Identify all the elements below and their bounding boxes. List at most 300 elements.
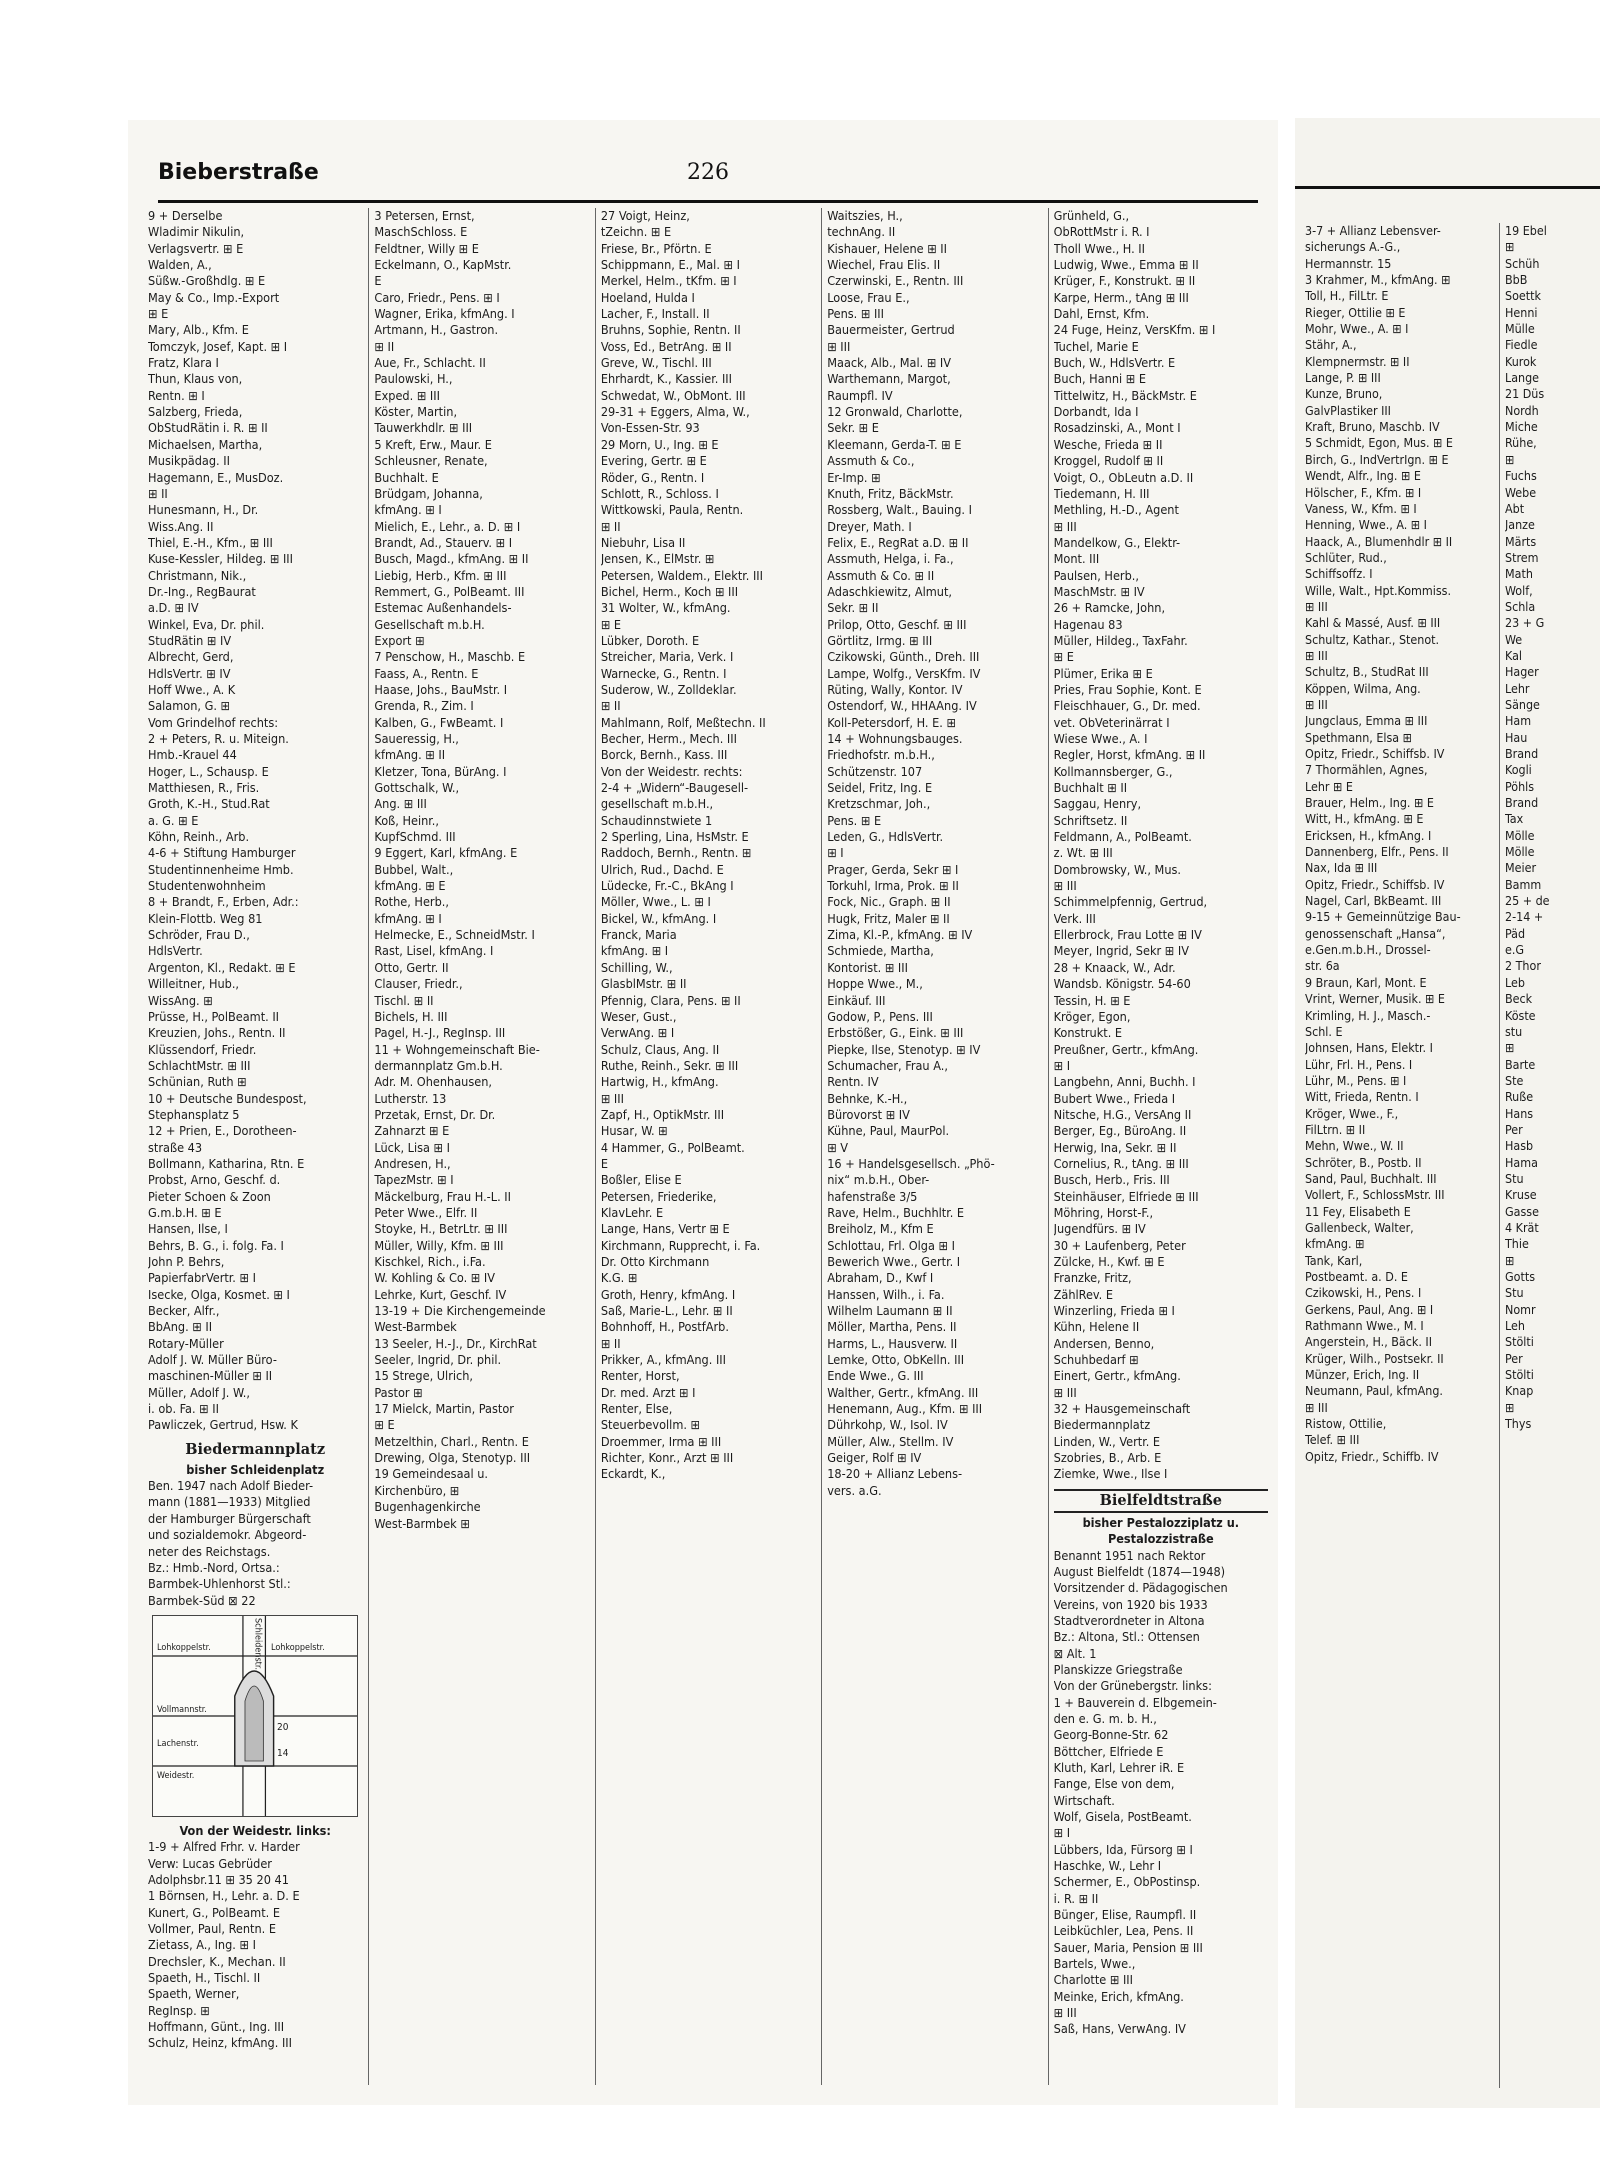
entry-line: 17 Mielck, Martin, Pastor	[374, 1401, 514, 1417]
entry-line: Paulsen, Herb.,	[1053, 567, 1139, 583]
entry-line: Haase, Johs., BauMstr. I	[374, 681, 508, 697]
entry-line: Gottschalk, W.,	[374, 780, 460, 796]
entry-line: Münzer, Erich, Ing. II	[1305, 1367, 1420, 1383]
entry-line: Mont. III	[1053, 551, 1100, 567]
entry-line: Tischl. ⊞ II	[374, 992, 434, 1008]
entry-line: Lemke, Otto, ObKelln. III	[827, 1352, 965, 1368]
entry-line: Boßler, Elise E	[600, 1172, 682, 1188]
entry-line: Kretzschmar, Joh.,	[827, 796, 931, 812]
entry-line: ⊞	[1505, 1399, 1515, 1415]
entry-line: Wesche, Frieda ⊞ II	[1053, 436, 1163, 452]
entry-line: Schützenstr. 107	[827, 763, 923, 779]
entry-line: Busch, Herb., Fris. III	[1053, 1172, 1170, 1188]
entry-line: Saß, Hans, VerwAng. IV	[1053, 2021, 1186, 2037]
column-lines	[1054, 208, 1268, 1483]
entry-line: Matthiesen, R., Fris.	[148, 780, 260, 796]
entry-line: Schleusner, Renate,	[374, 453, 488, 469]
entry-line: 5 Schmidt, Egon, Mus. ⊞ E	[1305, 435, 1453, 451]
entry-line: 16 + Handelsgesellsch. „Phö-	[827, 1155, 995, 1171]
entry-line: Dr.-Ing., RegBaurat	[148, 583, 256, 599]
entry-line: z. Wt. ⊞ III	[1053, 845, 1113, 861]
entry-line: Otto, Gertr. II	[374, 959, 449, 975]
entry-line: Kalben, G., FwBeamt. I	[374, 714, 504, 730]
entry-line: Tank, Karl,	[1305, 1252, 1363, 1268]
entry-line: Brüdgam, Johanna,	[374, 485, 483, 501]
entry-line: nix“ m.b.H., Ober-	[827, 1172, 930, 1188]
entry-line: Klein-Flottb. Weg 81	[148, 910, 263, 926]
entry-line: Walden, A.,	[148, 257, 212, 273]
entry-line: Spaeth, Werner,	[148, 1986, 240, 2002]
entry-line: KlavLehr. E	[600, 1204, 664, 1220]
entry-line: Hunesmann, H., Dr.	[148, 502, 259, 518]
entry-line: Becker, Alfr.,	[148, 1303, 220, 1319]
entry-line: Voss, Ed., BetrAng. ⊞ II	[600, 338, 732, 354]
entry-line: Drechsler, K., Mechan. II	[148, 1953, 286, 1969]
entry-line: 27 Voigt, Heinz,	[600, 208, 690, 223]
entry-line: Ende Wwe., G. III	[827, 1368, 924, 1384]
entry-line: Bugenhagenkirche	[374, 1499, 481, 1515]
entry-line: 1 Börnsen, H., Lehr. a. D. E	[148, 1888, 300, 1904]
entry-line: Leh	[1505, 1318, 1525, 1334]
entry-line: Pagel, H.-J., RegInsp. III	[374, 1025, 506, 1041]
entry-line: 29-31 + Eggers, Alma, W.,	[600, 404, 750, 420]
map-label-schleidenstr: Schleidenstr.	[252, 1617, 263, 1670]
entry-line: Mary, Alb., Kfm. E	[148, 322, 249, 338]
entry-line: Ehrhardt, K., Kassier. III	[600, 371, 732, 387]
entry-line: dermannplatz Gm.b.H.	[374, 1057, 503, 1073]
entry-line: Adolphsbr.11 ⊞ 35 20 41	[148, 1871, 289, 1887]
entry-line: 2 Thor	[1505, 958, 1541, 974]
entry-line: Angerstein, H., Bäck. II	[1305, 1334, 1432, 1350]
entry-line: str. 6a	[1305, 958, 1340, 974]
entry-line: Rieger, Ottilie ⊞ E	[1305, 304, 1406, 320]
entry-line: Köhn, Reinh., Arb.	[148, 829, 250, 845]
entry-line: der Hamburger Bürgerschaft	[148, 1510, 311, 1526]
entry-line: Regler, Horst, kfmAng. ⊞ II	[1053, 747, 1206, 763]
entry-line: Ostendorf, W., HHAAng. IV	[827, 698, 977, 714]
entry-line: PapierfabrVertr. ⊞ I	[148, 1270, 256, 1286]
entry-line: Hoffmann, Günt., Ing. III	[148, 2019, 285, 2034]
entry-line: Kunert, G., PolBeamt. E	[148, 1904, 280, 1920]
entry-line: ⊞ III	[1305, 647, 1328, 663]
entry-line: Ulrich, Rud., Dachd. E	[600, 861, 724, 877]
entry-line: Petersen, Friederike,	[600, 1188, 717, 1204]
entry-line: Schröter, B., Postb. II	[1305, 1154, 1422, 1170]
entry-line: Tuchel, Marie E	[1053, 338, 1139, 354]
entry-line: Grenda, R., Zim. I	[374, 698, 474, 714]
entry-line: technAng. II	[827, 224, 896, 240]
entry-line: gesellschaft m.b.H.,	[600, 796, 714, 812]
entry-line: Toll, H., FilLtr. E	[1305, 288, 1389, 304]
entry-line: Mülle	[1505, 321, 1535, 337]
entry-line: Zahnarzt ⊞ E	[374, 1123, 450, 1139]
entry-line: Remmert, G., PolBeamt. III	[374, 583, 525, 599]
entry-line: Schlott, R., Schloss. I	[600, 485, 719, 501]
entry-line: Bruhns, Sophie, Rentn. II	[600, 322, 741, 338]
entry-line: Witt, H., kfmAng. ⊞ E	[1305, 811, 1424, 827]
entry-line: 18-20 + Allianz Lebens-	[827, 1466, 963, 1482]
biedermannplatz-links-heading: Von der Weidestr. links:	[179, 1822, 331, 1838]
entry-line: Georg-Bonne-Str. 62	[1053, 1727, 1169, 1743]
entry-line: Paulowski, H.,	[374, 371, 453, 387]
entry-line: Behrs, B. G., i. folg. Fa. I	[148, 1237, 284, 1253]
entry-line: Kuse-Kessler, Hildeg. ⊞ III	[148, 551, 293, 567]
entry-line: ⊞ II	[374, 338, 395, 354]
entry-line: Liebig, Herb., Kfm. ⊞ III	[374, 567, 507, 583]
entry-line: Raddoch, Bernh., Rentn. ⊞	[600, 845, 752, 861]
entry-line: Hansen, Ilse, I	[148, 1221, 228, 1237]
entry-line: Seeler, Ingrid, Dr. phil.	[374, 1352, 502, 1368]
map-label-14: 14	[277, 1747, 289, 1759]
entry-line: Voigt, O., ObLeutn a.D. II	[1053, 469, 1194, 485]
entry-line: Rathmann Wwe., M. I	[1305, 1318, 1424, 1334]
entry-line: Webe	[1505, 484, 1537, 500]
entry-line: Studentenwohnheim	[148, 878, 266, 894]
entry-line: Kurok	[1505, 353, 1537, 369]
entry-line: 3-7 + Allianz Lebensver-	[1305, 223, 1441, 238]
entry-line: ⊞ III	[1305, 598, 1328, 614]
entry-line: Richter, Konr., Arzt ⊞ III	[600, 1450, 734, 1466]
entry-line: Zapf, H., OptikMstr. III	[600, 1106, 725, 1122]
entry-line: Leibküchler, Lea, Pens. II	[1053, 1923, 1194, 1939]
entry-line: Mandelkow, G., Elektr-	[1053, 534, 1181, 550]
entry-line: Prüsse, H., PolBeamt. II	[148, 1008, 280, 1024]
entry-line: Pawliczek, Gertrud, Hsw. K	[148, 1417, 298, 1433]
entry-line: Nomr	[1505, 1301, 1536, 1317]
entry-line: Wittkowski, Paula, Rentn.	[600, 502, 744, 518]
entry-line: Tiedemann, H. III	[1053, 485, 1150, 501]
entry-line: 1-9 + Alfred Frhr. v. Harder	[148, 1839, 300, 1855]
entry-line: Krüger, Wilh., Postsekr. II	[1305, 1350, 1444, 1366]
entry-line: Brand	[1505, 795, 1539, 811]
entry-line: ZählRev. E	[1053, 1286, 1114, 1302]
entry-line: kfmAng. ⊞ I	[374, 910, 442, 926]
entry-line: Böttcher, Elfriede E	[1053, 1743, 1164, 1759]
entry-line: Harms, L., Hausverw. II	[827, 1335, 958, 1351]
entry-line: Kraft, Bruno, Maschb. IV	[1305, 419, 1440, 435]
entry-line: Henni	[1505, 304, 1538, 320]
entry-line: Schulz, Claus, Ang. II	[600, 1041, 720, 1057]
entry-line: Studentinnenheime Hmb.	[148, 861, 294, 877]
entry-line: Bz.: Hmb.-Nord, Ortsa.:	[148, 1559, 280, 1575]
next-page-partial	[1295, 118, 1600, 2108]
entry-line: Behnke, K.-H.,	[827, 1090, 908, 1106]
entry-line: ⊞ E	[1053, 649, 1074, 665]
entry-line: Görtlitz, Irmg. ⊞ III	[827, 632, 933, 648]
entry-line: Winkel, Eva, Dr. phil.	[148, 616, 265, 632]
entry-line: Godow, P., Pens. III	[827, 1008, 933, 1024]
entry-line: Czerwinski, E., Rentn. III	[827, 273, 964, 289]
entry-line: 26 + Ramcke, John,	[1053, 600, 1166, 616]
entry-line: ⊞ III	[1053, 1384, 1077, 1400]
entry-line: Renter, Horst,	[600, 1368, 680, 1384]
entry-line: Kogli	[1505, 762, 1532, 778]
entry-line: Barte	[1505, 1056, 1536, 1072]
entry-line: Stu	[1505, 1170, 1524, 1186]
entry-line: Tessin, H. ⊞ E	[1053, 992, 1131, 1008]
directory-column-1	[148, 208, 362, 2085]
entry-line: Märts	[1505, 533, 1537, 549]
entry-line: Kühne, Paul, MaurPol.	[827, 1123, 950, 1139]
entry-line: Konstrukt. E	[1053, 1025, 1123, 1041]
entry-line: Saueressig, H.,	[374, 731, 459, 746]
entry-line: Ham	[1505, 713, 1532, 729]
entry-line: Szobries, B., Arb. E	[1053, 1450, 1162, 1466]
entry-line: ⊞ E	[600, 616, 622, 632]
entry-line: Neumann, Paul, kfmAng.	[1305, 1383, 1443, 1399]
entry-line: Assmuth & Co.,	[827, 453, 915, 469]
map-label-weidestr: Weidestr.	[157, 1770, 195, 1781]
entry-line: 7 Thormählen, Agnes,	[1305, 762, 1428, 778]
entry-line: Czikowski, Günth., Dreh. III	[827, 649, 980, 665]
entry-line: i. R. ⊞ II	[1053, 1890, 1099, 1906]
entry-line: Vereins, von 1920 bis 1933	[1053, 1596, 1208, 1612]
entry-line: hafenstraße 3/5	[827, 1188, 918, 1204]
map-label-lohkoppelstr-right: Lohkoppelstr.	[271, 1642, 325, 1653]
entry-line: Von der Weidestr. rechts:	[600, 763, 743, 779]
entry-line: Lehr	[1505, 680, 1530, 696]
entry-line: Gasse	[1505, 1203, 1539, 1219]
entry-line: Postbeamt. a. D. E	[1305, 1269, 1408, 1284]
entry-line: Buchhalt ⊞ II	[1053, 780, 1128, 796]
entry-line: kfmAng. ⊞ I	[600, 943, 669, 959]
entry-line: ⊞	[1505, 1252, 1515, 1268]
entry-line: Warthemann, Margot,	[827, 371, 951, 387]
entry-line: Gallenbeck, Walter,	[1305, 1219, 1414, 1235]
entry-line: Nordh	[1505, 402, 1539, 418]
entry-line: Benannt 1951 nach Rektor	[1053, 1547, 1206, 1563]
entry-line: Vollert, F., SchlossMstr. III	[1305, 1187, 1445, 1203]
entry-line: Waitszies, H.,	[827, 208, 903, 223]
entry-line: Birch, G., IndVertrIgn. ⊞ E	[1305, 451, 1449, 467]
entry-line: Clauser, Friedr.,	[374, 976, 463, 992]
entry-line: Witt, Frieda, Rentn. I	[1305, 1089, 1419, 1105]
entry-line: 12 + Prien, E., Dorotheen-	[148, 1123, 297, 1139]
entry-line: 32 + Hausgemeinschaft	[1053, 1401, 1191, 1417]
entry-line: Winzerling, Frieda ⊞ I	[1053, 1303, 1175, 1319]
entry-line: mann (1881—1933) Mitglied	[148, 1494, 311, 1510]
entry-line: 30 + Laufenberg, Peter	[1053, 1237, 1186, 1253]
entry-line: Fuchs	[1505, 468, 1537, 484]
entry-line: Barmbek-Süd ⊠ 22	[148, 1592, 256, 1608]
entry-line: Brand	[1505, 746, 1539, 761]
entry-line: Wiss.Ang. II	[148, 518, 214, 534]
entry-line: Merkel, Helm., tKfm. ⊞ I	[600, 273, 737, 289]
entry-line: Wagner, Erika, kfmAng. I	[374, 306, 515, 322]
entry-line: G.m.b.H. ⊞ E	[148, 1204, 222, 1220]
entry-line: Piepke, Ilse, Stenotyp. ⊞ IV	[827, 1041, 981, 1057]
entry-line: Biedermannplatz	[1053, 1417, 1151, 1433]
entry-line: Hama	[1505, 1154, 1538, 1170]
entry-line: Thiel, E.-H., Kfm., ⊞ III	[148, 534, 273, 550]
column-lines	[1305, 223, 1493, 1465]
entry-line: 9 + Derselbe	[148, 208, 223, 223]
entry-line: Andersen, Benno,	[1053, 1335, 1155, 1351]
entry-line: Tomczyk, Josef, Kapt. ⊞ I	[148, 338, 288, 354]
entry-line: Möller, Wwe., L. ⊞ I	[600, 894, 711, 910]
entry-line: Becher, Herm., Mech. III	[600, 731, 737, 746]
entry-line: Buch, Hanni ⊞ E	[1053, 371, 1147, 387]
entry-line: Schimmelpfennig, Gertrud,	[1053, 894, 1208, 910]
entry-line: Karpe, Herm., tAng ⊞ III	[1053, 289, 1189, 305]
entry-line: Prilop, Otto, Geschf. ⊞ III	[827, 616, 967, 632]
entry-line: Schultz, B., StudRat III	[1305, 664, 1429, 680]
entry-line: Willeitner, Hub.,	[148, 976, 240, 992]
entry-line: Ruße	[1505, 1089, 1534, 1105]
entry-line: Wilhelm Laumann ⊞ II	[827, 1303, 953, 1319]
entry-line: Sekr. ⊞ II	[827, 600, 879, 616]
entry-line: ⊞ II	[148, 485, 168, 501]
entry-line: FilLtrn. ⊞ II	[1305, 1121, 1366, 1137]
entry-line: Math	[1505, 566, 1533, 582]
entry-line: ⊞ III	[1305, 1399, 1328, 1415]
entry-line: Sekr. ⊞ E	[827, 420, 879, 436]
entry-line: Albrecht, Gerd,	[148, 649, 234, 665]
entry-line: Krimling, H. J., Masch.-	[1305, 1007, 1431, 1023]
entry-line: und sozialdemokr. Abgeord-	[148, 1527, 307, 1543]
entry-line: Faass, A., Rentn. E	[374, 665, 479, 681]
entry-line: Buch, W., HdlsVertr. E	[1053, 355, 1176, 371]
entry-line: Rühe,	[1505, 435, 1537, 451]
entry-line: Thys	[1505, 1416, 1532, 1432]
entry-line: Thie	[1505, 1236, 1529, 1252]
entry-line: Loose, Frau E.,	[827, 289, 910, 305]
entry-line: Friedhofstr. m.b.H.,	[827, 747, 935, 763]
entry-line: Ristow, Ottilie,	[1305, 1416, 1387, 1432]
entry-line: Ellerbrock, Frau Lotte ⊞ IV	[1053, 927, 1202, 943]
entry-line: Exped. ⊞ III	[374, 387, 440, 403]
entry-line: Knuth, Fritz, BäckMstr.	[827, 485, 954, 501]
entry-line: Kirchmann, Rupprecht, i. Fa.	[600, 1237, 761, 1253]
entry-line: Maack, Alb., Mal. ⊞ IV	[827, 355, 951, 371]
entry-line: Hartwig, H., kfmAng.	[600, 1074, 719, 1090]
entry-line: Bünger, Elise, Raumpfl. II	[1053, 1907, 1197, 1923]
entry-line: Lacher, F., Install. II	[600, 306, 710, 322]
entry-line: Hoff Wwe., A. K	[148, 681, 236, 697]
entry-line: Spethmann, Elsa ⊞	[1305, 729, 1413, 745]
entry-line: Klempnermstr. ⊞ II	[1305, 353, 1410, 369]
entry-line: Czikowski, H., Pens. I	[1305, 1285, 1422, 1301]
entry-line: Rave, Helm., Buchhltr. E	[827, 1204, 965, 1220]
entry-line: Lehr ⊞ E	[1305, 778, 1353, 794]
entry-line: Peter Wwe., Elfr. II	[374, 1204, 478, 1220]
entry-line: Schünian, Ruth ⊞	[148, 1074, 247, 1090]
entry-line: Henning, Wwe., A. ⊞ I	[1305, 517, 1427, 533]
entry-line: Wolf, Gisela, PostBeamt.	[1053, 1809, 1192, 1824]
entry-line: 19 Gemeindesaal u.	[374, 1466, 488, 1482]
entry-line: 12 Gronwald, Charlotte,	[827, 404, 963, 420]
entry-line: Tholl Wwe., H. II	[1053, 240, 1145, 256]
entry-line: Bollmann, Katharina, Rtn. E	[148, 1155, 305, 1171]
entry-line: Schwedat, W., ObMont. III	[600, 387, 746, 403]
entry-line: Prager, Gerda, Sekr ⊞ I	[827, 861, 959, 877]
entry-line: 2 Sperling, Lina, HsMstr. E	[600, 829, 749, 845]
entry-line: maschinen-Müller ⊞ II	[148, 1368, 273, 1384]
entry-line: Spaeth, H., Tischl. II	[148, 1969, 261, 1985]
page-header	[158, 160, 1258, 203]
entry-line: 13-19 + Die Kirchengemeinde	[374, 1303, 546, 1319]
entry-line: Bz.: Altona, Stl.: Ottensen	[1053, 1629, 1200, 1645]
entry-line: Ziemke, Wwe., Ilse I	[1053, 1466, 1168, 1482]
entry-line: Nax, Ida ⊞ III	[1305, 860, 1378, 876]
entry-line: Ludwig, Wwe., Emma ⊞ II	[1053, 257, 1199, 273]
entry-line: Planskizze Griegstraße	[1053, 1661, 1183, 1677]
entry-line: 25 + de	[1505, 893, 1550, 909]
entry-line: Andresen, H.,	[374, 1155, 451, 1171]
entry-line: Kahl & Massé, Ausf. ⊞ III	[1305, 615, 1441, 631]
entry-line: Opitz, Friedr., Schiffsb. IV	[1305, 876, 1445, 892]
entry-line: Ruthe, Reinh., Sekr. ⊞ III	[600, 1057, 739, 1073]
entry-line: 3 Petersen, Ernst,	[374, 208, 475, 223]
entry-line: Wendt, Alfr., Ing. ⊞ E	[1305, 468, 1421, 484]
entry-line: Köster, Martin,	[374, 404, 458, 420]
entry-line: Buchhalt. E	[374, 469, 439, 485]
entry-line: E	[374, 273, 382, 289]
entry-line: Dr. med. Arzt ⊞ I	[600, 1384, 696, 1400]
entry-line: Franck, Maria	[600, 927, 677, 943]
entry-line: 4 Krät	[1505, 1219, 1539, 1235]
entry-line: Mehn, Wwe., W. II	[1305, 1138, 1404, 1154]
entry-line: Dreyer, Math. I	[827, 518, 912, 534]
entry-line: 9 Eggert, Karl, kfmAng. E	[374, 845, 518, 861]
entry-line: Torkuhl, Irma, Prok. ⊞ II	[827, 878, 959, 894]
entry-line: Bubert Wwe., Frieda I	[1053, 1090, 1176, 1106]
entry-line: Hasb	[1505, 1138, 1534, 1154]
entry-line: Mohr, Wwe., A. ⊞ I	[1305, 321, 1409, 337]
entry-line: August Bielfeldt (1874—1948)	[1053, 1563, 1226, 1579]
entry-line: Petersen, Waldem., Elektr. III	[600, 567, 763, 583]
entry-line: Kleemann, Gerda-T. ⊞ E	[827, 436, 962, 452]
entry-line: Methling, H.-D., Agent	[1053, 502, 1179, 518]
entry-line: Beck	[1505, 991, 1533, 1007]
entry-line: Busch, Magd., kfmAng. ⊞ II	[374, 551, 529, 567]
entry-line: Fleischhauer, G., Dr. med.	[1053, 698, 1201, 714]
entry-line: RegInsp. ⊞	[148, 2002, 210, 2018]
entry-line: Wandsb. Königstr. 54-60	[1053, 976, 1191, 992]
street-map-sketch	[152, 1615, 358, 1817]
column-lines	[827, 208, 1041, 1499]
entry-line: Kollmannsberger, G.,	[1053, 763, 1173, 779]
entry-line: Argenton, Kl., Redakt. ⊞ E	[148, 959, 296, 975]
entry-line: Sauer, Maria, Pension ⊞ III	[1053, 1939, 1203, 1955]
entry-line: Nitsche, H.G., VersAng II	[1053, 1106, 1192, 1122]
entry-line: Wiese Wwe., A. I	[1053, 731, 1148, 746]
entry-line: ⊞	[1505, 239, 1515, 255]
entry-line: genossenschaft „Hansa“,	[1305, 925, 1446, 941]
map-label-lohkoppelstr: Lohkoppelstr.	[157, 1642, 211, 1653]
entry-line: Feldmann, A., PolBeamt.	[1053, 829, 1192, 845]
entry-line: Kröger, Egon,	[1053, 1008, 1131, 1024]
entry-line: HdlsVertr.	[148, 943, 203, 959]
page-number: 226	[687, 160, 729, 185]
entry-line: kfmAng. ⊞ E	[374, 878, 446, 894]
entry-line: Przetak, Ernst, Dr. Dr.	[374, 1106, 496, 1122]
entry-line: vers. a.G.	[827, 1482, 882, 1498]
entry-line: Adaschkiewitz, Almut,	[827, 583, 953, 599]
directory-column-5	[1048, 208, 1268, 2085]
entry-line: Süßw.-Großhdlg. ⊞ E	[148, 273, 266, 289]
entry-line: Schla	[1505, 598, 1536, 614]
entry-line: Plümer, Erika ⊞ E	[1053, 665, 1153, 681]
entry-line: Hermannstr. 15	[1305, 255, 1392, 271]
entry-line: Rotary-Müller	[148, 1335, 224, 1351]
entry-line: Hau	[1505, 729, 1528, 745]
section-subtitle-biedermannplatz: bisher Schleidenplatz	[186, 1461, 325, 1477]
entry-line: vet. ObVeterinärrat I	[1053, 714, 1170, 730]
entry-line: Herwig, Ina, Sekr. ⊞ II	[1053, 1139, 1177, 1155]
entry-line: ⊞ E	[148, 306, 169, 322]
entry-line: Vaness, W., Kfm. ⊞ I	[1305, 500, 1417, 516]
